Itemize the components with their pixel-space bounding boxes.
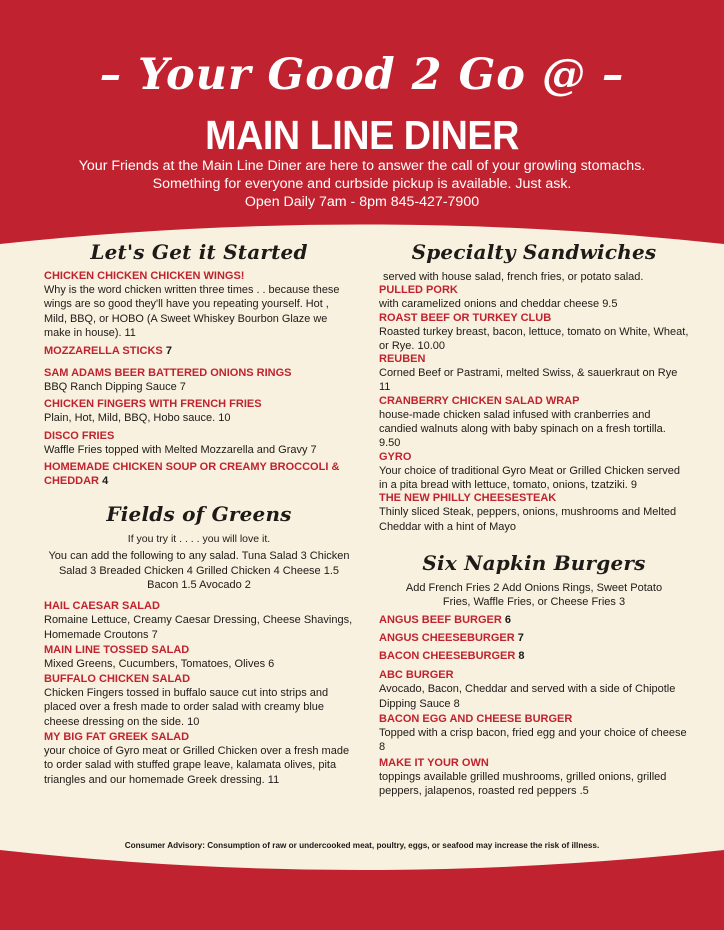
menu-item: [44, 367, 354, 394]
menu-item: [379, 713, 689, 755]
menu-item: [44, 731, 354, 787]
burgers-note: Add French Fries 2 Add Onions Rings, Sweet Potato Fries, Waffle Fries, or Cheese Fries 3: [405, 581, 663, 609]
menu-item: [379, 757, 689, 799]
section-title-burgers: Six Napkin Burgers: [422, 550, 646, 575]
item-name: REUBEN: [379, 353, 426, 366]
tagline: – Your Good 2 Go @ –: [99, 50, 625, 100]
item-name: BACON EGG AND CHEESE BURGER: [379, 713, 573, 726]
menu-item: [379, 451, 689, 493]
menu-item: [379, 395, 689, 451]
item-price: 7: [165, 345, 172, 358]
item-desc: Your choice of traditional Gyro Meat or Grilled Chicken served in a pita bread with lettuce, tomato, onions, tzatziki. 9: [379, 464, 681, 491]
item-name: MAKE IT YOUR OWN: [379, 756, 489, 769]
menu-item: [379, 353, 689, 395]
menu-item: [379, 284, 689, 311]
item-name: BUFFALO CHICKEN SALAD: [44, 673, 191, 686]
intro-line: Open Daily 7am - 8pm 845-427-7900: [244, 194, 480, 210]
item-name: ABC BURGER: [379, 669, 454, 682]
menu-item: [44, 398, 354, 425]
item-desc: your choice of Gyro meat or Grilled Chicken over a fresh made to order salad with stuffed grape leave, kalamata olives, pita triangles and our homemade Greek dressing. 11: [44, 745, 350, 786]
item-name: MAIN LINE TOSSED SALAD: [44, 643, 190, 656]
item-name: THE NEW PHILLY CHEESESTEAK: [379, 492, 557, 505]
item-name: CHICKEN CHICKEN CHICKEN WINGS!: [44, 270, 245, 282]
item-desc: Topped with a crisp bacon, fried egg and your choice of cheese 8: [379, 727, 687, 754]
menu-item: [44, 270, 354, 340]
item-desc: Mixed Greens, Cucumbers, Tomatoes, Olives 6: [44, 657, 275, 670]
item-desc: house-made chicken salad infused with cranberries and candied walnuts along with baby spinach on a fresh tortilla. 9.50: [379, 408, 666, 450]
item-desc: Romaine Lettuce, Creamy Caesar Dressing, Cheese Shavings, Homemade Croutons 7: [44, 614, 353, 641]
right-column: [379, 240, 689, 798]
section-title-sandwiches: Specialty Sandwiches: [411, 240, 657, 264]
menu-item: [44, 345, 354, 358]
intro-text: [0, 157, 724, 211]
item-desc: toppings available grilled mushrooms, grilled onions, grilled peppers, jalapenos, roasted red peppers .5: [379, 770, 667, 797]
item-name: MY BIG FAT GREEK SALAD: [44, 731, 190, 744]
item-desc: with caramelized onions and cheddar cheese 9.5: [379, 298, 618, 311]
menu-item: [379, 632, 689, 645]
menu-item: [44, 673, 354, 729]
menu-item: [44, 644, 354, 671]
section-title-starters: Let's Get it Started: [90, 240, 308, 264]
menu-item: [379, 669, 689, 711]
intro-line: Your Friends at the Main Line Diner are here to answer the call of your growling stomachs.: [78, 158, 646, 174]
item-name: SAM ADAMS BEER BATTERED ONIONS RINGS: [44, 367, 292, 380]
intro-line: Something for everyone and curbside pickup is available. Just ask.: [152, 176, 572, 192]
section-title-greens: Fields of Greens: [106, 502, 292, 527]
item-price: 6: [504, 614, 512, 627]
menu-item: [379, 312, 689, 354]
item-price: 8: [518, 650, 525, 663]
item-name: ANGUS CHEESEBURGER 7: [379, 632, 524, 645]
menu-item: [44, 460, 354, 488]
item-price: 7: [517, 632, 524, 645]
sandwiches-note: served with house salad, french fries, or potato salad.: [383, 271, 644, 283]
item-name: ROAST BEEF OR TURKEY CLUB: [379, 311, 552, 324]
item-name: ANGUS BEEF BURGER 6: [379, 614, 512, 627]
menu-item: [44, 430, 354, 457]
item-name: HOMEMADE CHICKEN SOUP OR CREAMY BROCCOLI & CHEDDAR 4: [44, 461, 340, 488]
greens-note: If you try it . . . . you will love it.: [127, 533, 271, 546]
item-desc: Plain, Hot, Mild, BBQ, Hobo sauce. 10: [44, 412, 231, 425]
item-desc: Chicken Fingers tossed in buffalo sauce cut into strips and placed over a fresh made to order salad with creamy blue cheese dressing on the side. 10: [44, 687, 329, 728]
item-desc: Corned Beef or Pastrami, melted Swiss, & sauerkraut on Rye 11: [379, 367, 678, 394]
item-name: GYRO: [379, 450, 412, 463]
item-desc: Thinly sliced Steak, peppers, onions, mushrooms and Melted Cheddar with a hint of Mayo: [379, 506, 677, 533]
item-name: CRANBERRY CHICKEN SALAD WRAP: [379, 394, 580, 407]
menu-item: [379, 650, 689, 663]
item-name: HAIL CAESAR SALAD: [44, 600, 160, 613]
restaurant-name: MAIN LINE DINER: [205, 112, 519, 158]
menu-item: [44, 600, 354, 642]
item-name: MOZZARELLA STICKS 7: [44, 345, 172, 358]
item-name: BACON CHEESEBURGER 8: [379, 650, 525, 663]
item-desc: Waffle Fries topped with Melted Mozzarella and Gravy 7: [44, 443, 317, 456]
item-desc: Avocado, Bacon, Cheddar and served with a side of Chipotle Dipping Sauce 8: [379, 683, 676, 710]
consumer-advisory: Consumer Advisory: Consumption of raw or undercooked meat, poultry, eggs, or seafood may increase the risk of illness.: [124, 841, 600, 850]
item-name: PULLED PORK: [379, 284, 458, 297]
item-price: 4: [102, 475, 109, 488]
item-desc: Why is the word chicken written three times . . because these wings are so good they'll have you repeating yourself. Hot , Mild, BBQ, or HOBO (A Sweet Whiskey Bourbon Glaze we make in house). 11: [44, 284, 340, 339]
item-desc: BBQ Ranch Dipping Sauce 7: [44, 381, 186, 394]
item-name: CHICKEN FINGERS WITH FRENCH FRIES: [44, 398, 262, 411]
menu-item: [379, 614, 689, 627]
left-column: [44, 240, 354, 787]
item-desc: Roasted turkey breast, bacon, lettuce, tomato on White, Wheat, or Rye. 10.00: [379, 325, 689, 352]
item-name: DISCO FRIES: [44, 429, 115, 442]
menu-item: [379, 492, 689, 534]
salad-addons: You can add the following to any salad. Tuna Salad 3 Chicken Salad 3 Breaded Chicken 4 Grilled Chicken 4 Cheese 1.5 Bacon 1.5 Avocado 2: [48, 550, 350, 591]
